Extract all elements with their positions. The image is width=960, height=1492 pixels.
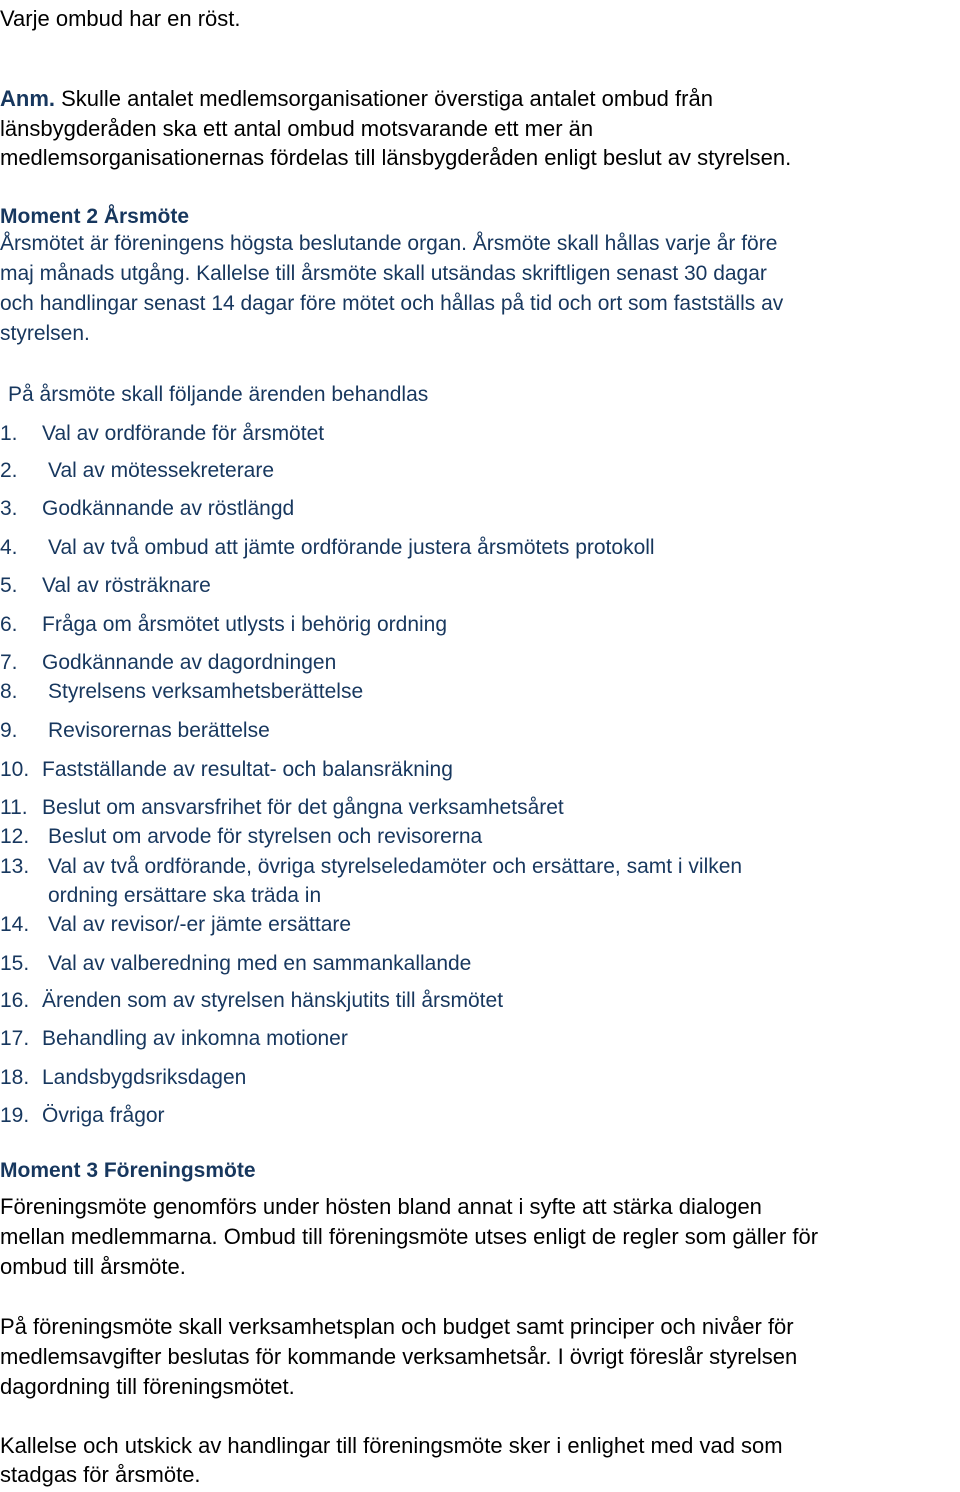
moment2-line-2: maj månads utgång. Kallelse till årsmöte skall utsändas skriftligen senast 30 dagar	[0, 262, 767, 285]
list-item: 14. Val av revisor/-er jämte ersättare	[0, 913, 352, 936]
list-item: 15. Val av valberedning med en sammankallande	[0, 952, 472, 975]
moment3-para1-line-1: Föreningsmöte genomförs under hösten bland annat i syfte att stärka dialogen	[0, 1194, 762, 1219]
list-item: 17. Behandling av inkomna motioner	[0, 1027, 348, 1050]
list-item: 18. Landsbygdsriksdagen	[0, 1066, 247, 1089]
moment3-para2-line-2: medlemsavgifter beslutas för kommande verksamhetsår. I övrigt föreslår styrelsen	[0, 1344, 798, 1369]
list-item: 13. Val av två ordförande, övriga styrelseledamöter och ersättare, samt i vilken	[0, 855, 743, 878]
list-item: 7. Godkännande av dagordningen	[0, 651, 337, 674]
moment3-para2-line-1: På föreningsmöte skall verksamhetsplan och budget samt principer och nivåer för	[0, 1314, 794, 1339]
moment3-para3-line-1: Kallelse och utskick av handlingar till föreningsmöte sker i enlighet med vad som	[0, 1433, 783, 1458]
list-item: 12. Beslut om arvode för styrelsen och revisorerna	[0, 825, 483, 848]
agenda-intro: På årsmöte skall följande ärenden behandlas	[8, 383, 429, 406]
list-item: 4. Val av två ombud att jämte ordförande justera årsmötets protokoll	[0, 536, 655, 559]
moment2-line-1: Årsmötet är föreningens högsta beslutande organ. Årsmöte skall hållas varje år före	[0, 232, 778, 255]
moment3-para3-line-2: stadgas för årsmöte.	[0, 1462, 201, 1487]
moment2-line-3: och handlingar senast 14 dagar före mötet och hållas på tid och ort som fastställs av	[0, 292, 784, 315]
anm-paragraph-line-1: Anm. Skulle antalet medlemsorganisationer överstiga antalet ombud från	[0, 86, 713, 111]
moment3-para1-line-2: mellan medlemmarna. Ombud till föreningsmöte utses enligt de regler som gäller för	[0, 1224, 819, 1249]
list-item: 8. Styrelsens verksamhetsberättelse	[0, 680, 364, 703]
list-item: 11. Beslut om ansvarsfrihet för det gångna verksamhetsåret	[0, 796, 564, 819]
list-item: 1. Val av ordförande för årsmötet	[0, 422, 325, 445]
list-item: 10. Fastställande av resultat- och balansräkning	[0, 758, 453, 781]
list-item: 6. Fråga om årsmötet utlysts i behörig ordning	[0, 613, 448, 636]
anm-paragraph-line-2: länsbygderåden ska ett antal ombud motsvarande ett mer än	[0, 116, 594, 141]
list-item: 19. Övriga frågor	[0, 1104, 165, 1127]
intro-line: Varje ombud har en röst.	[0, 6, 241, 31]
list-item: 5. Val av rösträknare	[0, 574, 211, 597]
list-item: 3. Godkännande av röstlängd	[0, 497, 295, 520]
anm-label: Anm.	[0, 86, 55, 111]
moment3-para2-line-3: dagordning till föreningsmötet.	[0, 1374, 295, 1399]
list-item: 2. Val av mötessekreterare	[0, 459, 275, 482]
moment2-line-4: styrelsen.	[0, 322, 90, 345]
list-item: 9. Revisorernas berättelse	[0, 719, 270, 742]
list-item: 16. Ärenden som av styrelsen hänskjutits till årsmötet	[0, 989, 504, 1012]
moment2-heading: Moment 2 Årsmöte	[0, 205, 190, 228]
moment3-heading: Moment 3 Föreningsmöte	[0, 1159, 256, 1182]
list-item-continuation: ordning ersättare ska träda in	[48, 884, 322, 907]
moment3-para1-line-3: ombud till årsmöte.	[0, 1254, 186, 1279]
anm-paragraph-line-3: medlemsorganisationernas fördelas till länsbygderåden enligt beslut av styrelsen.	[0, 145, 792, 170]
